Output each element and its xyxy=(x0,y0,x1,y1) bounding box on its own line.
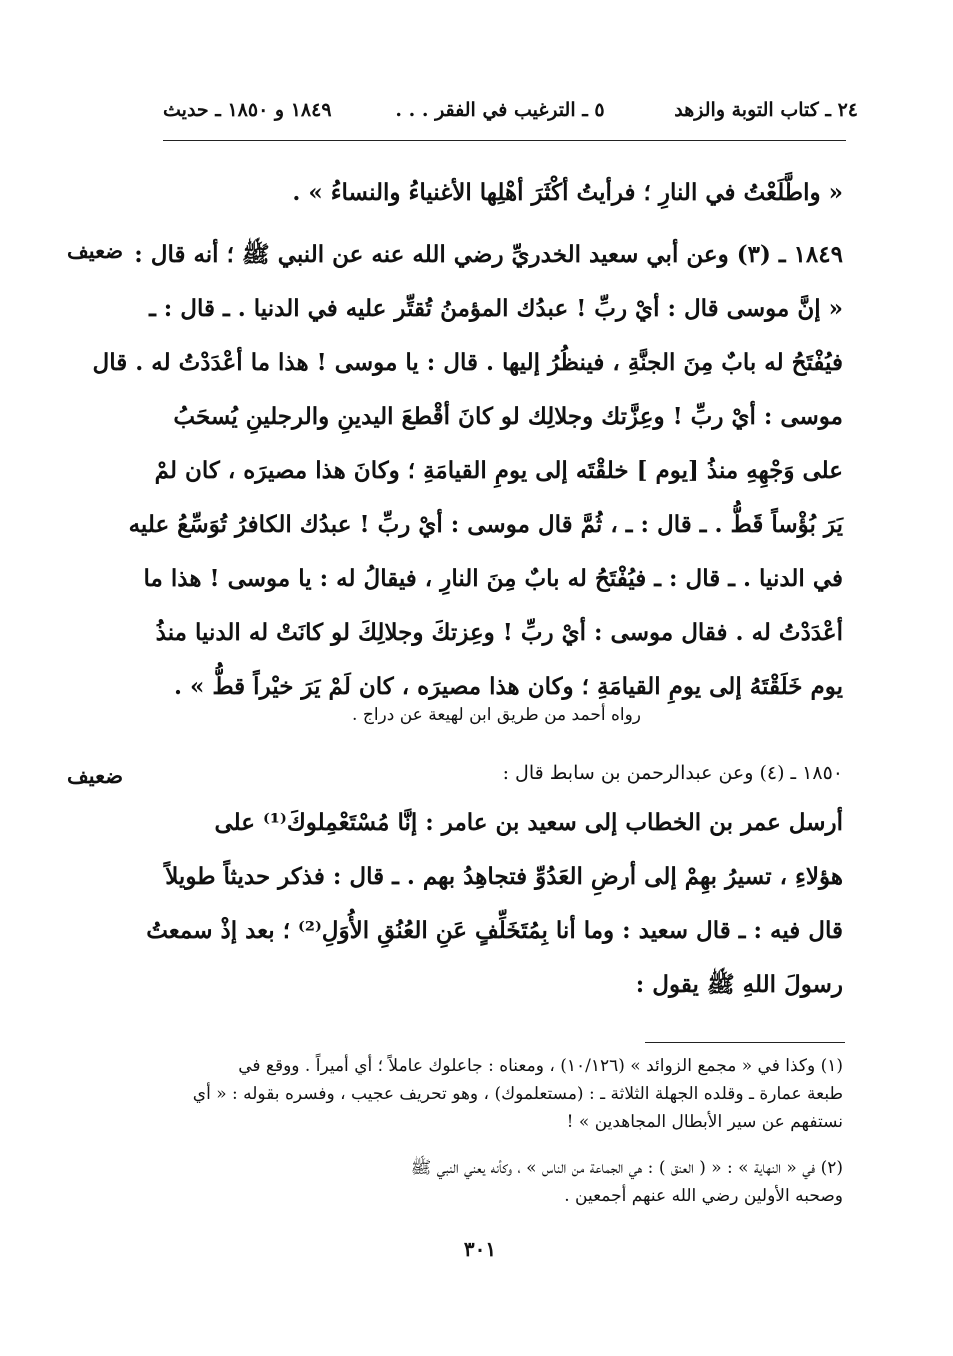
hadith-1849-line: « إنَّ موسى قال : أيْ ربِّ ! عبدُك المؤمنُ تُقتِّر عليه في الدنيا . ـ قال : ـ xyxy=(149,295,843,322)
opening-line: « واطَّلَعْتُ في النارِ ؛ فرأيتُ أكْثَرَ أهْلِها الأغنياءُ والنساءُ » . xyxy=(292,179,843,206)
opening-line-block xyxy=(163,166,843,220)
footnote-divider xyxy=(645,1042,845,1043)
hadith-1850-line: قال فيه : ـ قال سعيد : وما أنا بِمُتَخَلِّفٍ عَنِ العُنُقِ الأُوَلِ⁽²⁾ ؛ بعد إذْ سمعتُ xyxy=(146,917,843,944)
hadith-1849-line: ١٨٤٩ ـ (٣) وعن أبي سعيد الخدريِّ رضي الله عنه عن النبي ﷺ ؛ أنه قال : xyxy=(134,241,843,268)
hadith-1849-line: يَرَ بُؤْساً قَطُّ . ـ قال : ـ ، ثُمَّ قال موسى : أيْ ربِّ ! عبدُك الكافرُ تُوَسِّعُ عليه xyxy=(128,511,843,538)
hadith-1850-text xyxy=(146,796,843,1012)
hadith-1850-intro: ١٨٥٠ ـ (٤) وعن عبدالرحمن بن سابط قال : xyxy=(502,762,843,784)
hadith-1849-line: أعْدَدْتُ له . فقال موسى : أيْ ربِّ ! وعِزتكَ وجلالِكَ لو كانَتْ له الدنيا منذُ xyxy=(155,619,843,646)
footnote-line: وصحبه الأولين رضي الله عنهم أجمعين . xyxy=(564,1186,843,1206)
header-divider xyxy=(163,140,846,141)
hadith-1849-line: فيُفْتَحُ له بابٌ مِنَ الجنَّةِ ، فينظُرُ إليها . قال : يا موسى ! هذا ما أعْدَدْتُ له . قال xyxy=(92,349,843,376)
header-hadith-range: ١٨٤٩ و ١٨٥٠ ـ حديث xyxy=(163,99,332,121)
footnote-2 xyxy=(160,1154,843,1210)
footnote-line: (٢) في « النهاية » : « ( العنق ) : هي الجماعة من الناس » ، وكأنه يعني النبي ﷺ xyxy=(410,1158,843,1178)
footnote-line: (١) وكذا في « مجمع الزوائد » (١٠/١٢٦) ، ومعناه : جاعلوك عاملاً ؛ أي أميراً . ووقع في xyxy=(238,1056,843,1076)
hadith-1850-line: أرسل عمر بن الخطاب إلى سعيد بن عامر : إنَّا مُسْتَعْمِلوكَ⁽¹⁾ على xyxy=(214,809,843,836)
header-book-title: ٢٤ ـ كتاب التوبة والزهد xyxy=(674,99,858,121)
hadith-1850-line: هؤلاءِ ، تسيرُ بهِمْ إلى أرضِ العَدُوِّ فتجاهِدُ بهم . ـ قال : فذكر حديثاً طويلاً xyxy=(165,863,843,890)
hadith-1850-line: رسولَ اللهِ ﷺ يقول : xyxy=(635,971,843,998)
hadith-1849-line: موسى : أيْ ربِّ ! وعِزَّتك وجلالِك لو كانَ أقْطعَ اليدينِ والرجلينِ يُسحَبُ xyxy=(173,403,843,430)
header-chapter-title: ٥ ـ الترغيب في الفقر . . . xyxy=(395,99,605,121)
footnote-line: طبعة عمارة ـ وقلده الجهلة الثلاثة ـ : (مستعلموك) ، وهو تحريف عجيب ، وفسره بقوله : « أي xyxy=(192,1084,843,1104)
hadith-1849-source: رواه أحمد من طريق ابن لهيعة عن دراج . xyxy=(352,705,641,725)
hadith-1849-line: على وَجْهِهِ منذُ [يوم ] خلقْتَه إلى يومِ القيامَةِ ؛ وكانَ هذا مصيرَه ، كان لمْ xyxy=(154,457,843,484)
hadith-1849-grade: ضعيف xyxy=(67,238,124,263)
hadith-1850-grade: ضعيف xyxy=(67,763,124,788)
page-number: ٣٠١ xyxy=(463,1237,497,1261)
hadith-1849-line: في الدنيا . ـ قال : ـ فيُفْتَحُ له بابٌ مِنَ النارِ ، فيقالُ له : يا موسى ! هذا ما xyxy=(143,565,843,592)
footnote-line: نستفهم عن سير الأبطال المجاهدين » ! xyxy=(566,1112,843,1132)
footnote-1 xyxy=(160,1052,843,1136)
hadith-1849-line: يوم خَلَقْتَهُ إلى يومِ القيامَةِ ؛ وكان هذا مصيرَه ، كان لَمْ يَرَ خيْراً قطُّ » . xyxy=(173,673,843,700)
